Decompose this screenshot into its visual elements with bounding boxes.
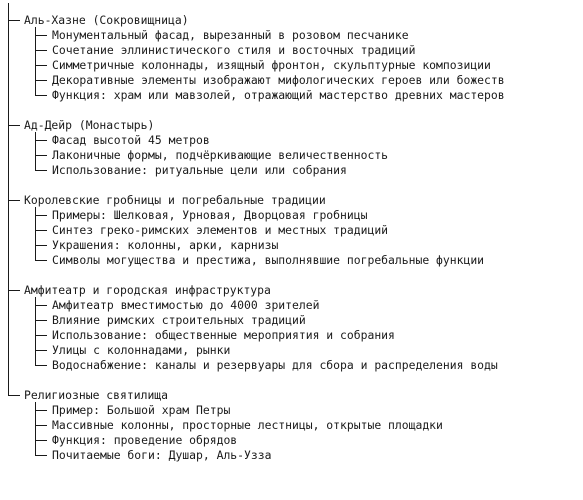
group-title: Религиозные святилища [24, 387, 169, 402]
list-item: Улицы с колоннадами, рынки [52, 342, 231, 357]
item-connector [35, 365, 47, 366]
list-item: Почитаемые боги: Душар, Аль-Узза [52, 447, 272, 462]
item-connector [35, 35, 47, 36]
item-connector [35, 305, 47, 306]
item-connector [35, 140, 47, 141]
item-connector [35, 215, 47, 216]
item-connector [35, 80, 47, 81]
item-connector [35, 440, 47, 441]
list-item: Сочетание эллинистического стиля и восточных традиций [52, 42, 416, 57]
item-connector [35, 230, 47, 231]
group-connector [8, 125, 20, 126]
group-connector [8, 395, 20, 396]
list-item: Украшения: колонны, арки, карнизы [52, 237, 279, 252]
list-item: Фасад высотой 45 метров [52, 132, 210, 147]
item-connector [35, 50, 47, 51]
item-connector [35, 350, 47, 351]
list-item: Массивные колонны, просторные лестницы, открытые площадки [52, 417, 443, 432]
list-item: Декоративные элементы изображают мифологических героев или божеств [52, 72, 505, 87]
item-connector [35, 65, 47, 66]
list-item: Симметричные колоннады, изящный фронтон, скульптурные композиции [52, 57, 491, 72]
list-item: Пример: Большой храм Петры [52, 402, 231, 417]
list-item: Амфитеатр вместимостью до 4000 зрителей [52, 297, 320, 312]
item-connector [35, 95, 47, 96]
group-title: Ад-Дейр (Монастырь) [24, 117, 155, 132]
list-item: Водоснабжение: каналы и резервуары для сбора и распределения воды [52, 357, 498, 372]
group-connector [8, 290, 20, 291]
list-item: Функция: храм или мавзолей, отражающий мастерство древних мастеров [52, 87, 505, 102]
item-connector [35, 410, 47, 411]
item-branch-line [35, 207, 36, 261]
item-branch-line [35, 402, 36, 456]
item-connector [35, 155, 47, 156]
item-connector [35, 170, 47, 171]
item-connector [35, 260, 47, 261]
item-connector [35, 425, 47, 426]
group-title: Королевские гробницы и погребальные традиции [24, 192, 326, 207]
list-item: Использование: ритуальные цели или собрания [52, 162, 347, 177]
list-item: Лаконичные формы, подчёркивающие величественность [52, 147, 389, 162]
item-branch-line [35, 132, 36, 171]
item-branch-line [35, 297, 36, 366]
root-branch-line [8, 3, 9, 396]
item-connector [35, 335, 47, 336]
item-branch-line [35, 27, 36, 96]
group-connector [8, 20, 20, 21]
list-item: Синтез греко-римских элементов и местных традиций [52, 222, 389, 237]
item-connector [35, 245, 47, 246]
list-item: Монументальный фасад, вырезанный в розовом песчанике [52, 27, 409, 42]
list-item: Примеры: Шелковая, Урновая, Дворцовая гробницы [52, 207, 368, 222]
item-connector [35, 320, 47, 321]
list-item: Влияние римских строительных традиций [52, 312, 306, 327]
list-item: Символы могущества и престижа, выполнявшие погребальные функции [52, 252, 485, 267]
group-connector [8, 200, 20, 201]
item-connector [35, 455, 47, 456]
list-item: Использование: общественные мероприятия и собрания [52, 327, 395, 342]
group-title: Аль-Хазне (Сокровищница) [24, 12, 189, 27]
list-item: Функция: проведение обрядов [52, 432, 238, 447]
group-title: Амфитеатр и городская инфраструктура [24, 282, 271, 297]
